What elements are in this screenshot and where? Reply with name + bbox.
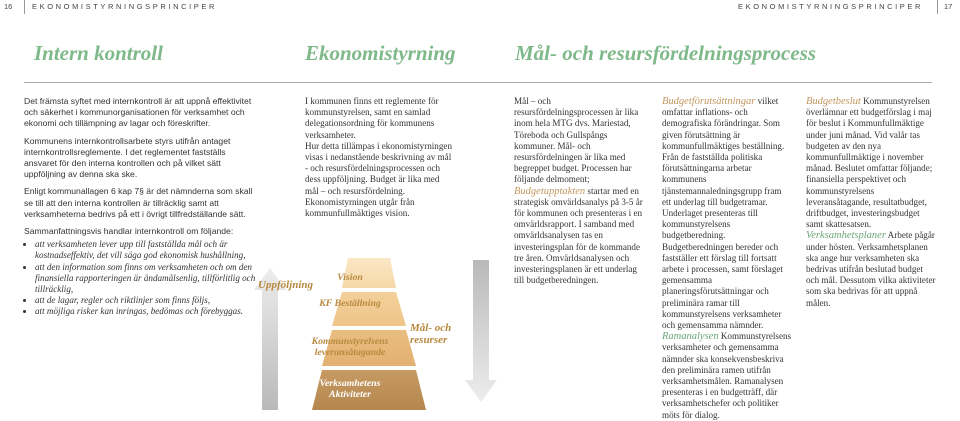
- page-number-left: 16: [4, 2, 13, 11]
- section-title-ekonomistyrning: Ekonomistyrning: [305, 41, 456, 65]
- diagram-label-mal-resurser: Mål- och resurser: [410, 322, 452, 346]
- paragraph: startar med en strategisk omvärldsanalys på 3-5 år för kommunen och presenteras i en omvärldsrapport. I samband med omvärldsanalysen tas en investeringsplan för de kommande tre åren. Omvärldsanalysen och investeringsplanen är ett underlag till budgetberedningen.: [514, 185, 643, 286]
- diagram-label-uppfoljning: Uppföljning: [258, 279, 314, 291]
- paragraph: Kommunstyrelsens verksamheter och gemensamma nämnder ska konsekvensbeskriva den preliminära ramen utifrån verksamhetsmålen. Ramanalysen presenteras i en budgetträff, där verksamhetschefer och politiker möts för dialog.: [662, 331, 792, 420]
- page-number-right: 17: [944, 2, 953, 11]
- paragraph: Kommunens internkontrollsarbete styrs utifrån antaget internkontrollsreglemente. I det reglementet fastställs ansvaret för den interna kontrollen och på vilket sätt uppföljning av denna ska ske.: [24, 135, 231, 180]
- down-arrow-icon: [465, 260, 497, 402]
- mal-resurs-col2: [662, 96, 792, 421]
- paragraph: Underlaget presenteras till kommunstyrelsens budgetberedning. Budgetberedningen bereder och fastställer ett förslag till fortsatt arbete i processen, samt förslaget gemensamma planeringsförutsättningar och preliminära ramar till kommunstyrelsens verksamheter och gemensamma nämnder.: [662, 208, 783, 331]
- divider: [24, 0, 25, 14]
- list-item: • att den information som finns om verksamheten och om den finansiella rapporteringen är ändamålsenlig, tillförlitlig och tillräcklig,: [35, 262, 257, 296]
- title-rule: [24, 82, 932, 83]
- paragraph: Kommunstyrelsen överlämnar ett budgetförslag i maj för beslut i Kommunfullmäktige under juni månad. Vid valår tas budgeten av den nya kommunfullmäktige i november månad. Beslutet omfattar följande; finansiella perspektivet och kommunstyrelsens leveransåtagande, resultatbudget, driftbudget, investeringsbudget samt skattesatsen.: [806, 96, 933, 230]
- paragraph: I kommunen finns ett reglemente för kommunstyrelsen, samt en samlad delegationsordning för kommunens verksamheter.: [305, 96, 439, 140]
- heading-budgetforutsattningar: Budgetförutsättningar: [662, 96, 756, 107]
- paragraph: Enligt kommunallagen 6 kap 7§ är det nämnderna som skall se till att den interna kontrollen är tillräcklig samt att verksamheterna bedrivs på ett i övrigt tillfredställande sätt.: [24, 186, 253, 219]
- running-header-right: EKONOMISTYRNINGSPRINCIPER: [738, 2, 924, 11]
- paragraph: Sammanfattningsvis handlar internkontroll om följande:: [24, 226, 234, 237]
- heading-verksamhetsplaner: Verksamhetsplaner: [806, 230, 886, 242]
- heading-ramanalysen: Ramanalysen: [662, 331, 719, 343]
- level-label-kf: KF Beställning: [319, 298, 381, 309]
- running-header-left: EKONOMISTYRNINGSPRINCIPER: [32, 2, 218, 11]
- divider: [937, 0, 938, 14]
- level-label-ks: Kommunstyrelsens leveransåtagande: [311, 336, 389, 358]
- mal-resurs-col3: [806, 96, 936, 309]
- paragraph: vilket omfattar inflations- och demografiska förändringar. Som given förutsättning är kommunfullmäktiges beställning. Från de fastställda politiska förutsättningarna arbetar kommunens tjänstemannaledningsgrupp fram ett underlag till budgetramar.: [662, 96, 785, 207]
- intern-kontroll-text: [24, 96, 257, 318]
- level-label-vision: Vision: [337, 272, 363, 283]
- section-title-mal-resurs: Mål- och resursfördelningsprocess: [515, 41, 817, 65]
- ekonomistyrning-text: [305, 96, 455, 219]
- list-item: • att möjliga risker kan inringas, bedömas och förebyggas.: [35, 306, 257, 317]
- heading-budgetbeslut: Budgetbeslut: [806, 96, 861, 107]
- list-item: • att verksamheten lever upp till fastställda mål och är kostnadseffektiv, det vill säga god ekonomisk hushållning,: [35, 239, 257, 261]
- heading-budgetupptakten: Budgetupptakten: [514, 185, 586, 197]
- paragraph: Det främsta syftet med internkontroll är att uppnå effektivitet och säkerhet i kommunorganisationen för verksamhet och ekonomi och tillämpning av lagar och föreskrifter.: [24, 96, 252, 129]
- level-label-verksamhet: Verksamhetens Aktiviteter: [319, 378, 381, 400]
- mal-resurs-col1: [514, 96, 644, 286]
- paragraph: Mål – och resursfördelningsprocessen är lika inom hela MTG dvs. Mariestad, Töreboda och Gullspångs kommuner. Mål- och resursfördelningen är lika med begreppet budget. Processen har följande delmoment;: [514, 96, 639, 185]
- bullet-list: [24, 239, 257, 317]
- list-item: • att de lagar, regler och riktlinjer som finns följs,: [35, 295, 257, 306]
- paragraph: Hur detta tillämpas i ekonomistyrningen visas i nedanstående beskrivning av mål - och resursfördelningsprocessen och dess uppföljning. Budget är lika med mål – och resursfördelning. Ekonomistyrningen utgår från kommunfullmäktiges vision.: [305, 140, 452, 219]
- paragraph: Arbete pågår under hösten. Verksamhetsplanen ska ange hur verksamheten ska bedrivas utifrån beslutad budget och mål. Dessutom vilka aktiviteter som ska bedrivas för att uppnå målen.: [806, 230, 936, 308]
- section-title-intern-kontroll: Intern kontroll: [34, 41, 163, 65]
